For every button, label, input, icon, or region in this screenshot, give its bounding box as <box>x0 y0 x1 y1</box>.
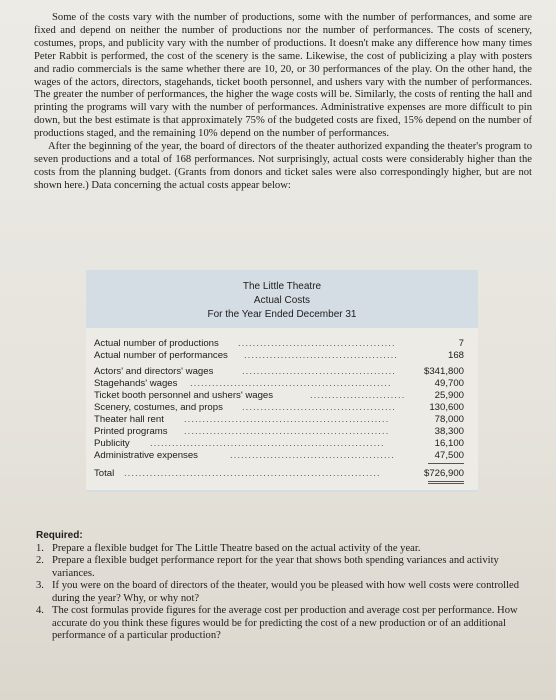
item-text: The cost formulas provide figures for the average cost per production and average cost per performance. How accurate do you think these figures would be for predicting the cost of a new production or of an additional performance of a particular production? <box>52 605 518 641</box>
required-title: Required: <box>36 530 83 541</box>
body-text <box>34 12 532 193</box>
row-label: Total <box>94 468 115 479</box>
dot-leader: ...................................................................... <box>124 468 381 479</box>
row-value: 47,500 <box>434 450 464 461</box>
row-label: Theater hall rent <box>94 414 164 425</box>
row-value: 168 <box>447 350 464 361</box>
row-printed-programs <box>94 426 470 438</box>
row-label: Printed programs <box>94 426 168 437</box>
row-label: Scenery, costumes, and props <box>94 402 223 413</box>
total-double-rule-2 <box>428 483 464 484</box>
exhibit-header <box>86 270 478 322</box>
row-publicity <box>94 438 470 450</box>
dot-leader: .......................................... <box>242 402 396 413</box>
row-label: Publicity <box>94 438 130 449</box>
paragraph-1: Some of the costs vary with the number of productions, some with the number of performances, and some are fixed and depend on neither the number of productions nor the number of performances. The costs of scenery, costumes, props, and publicity vary with the number of productions. It doesn't make any difference how many times Peter Rabbit is performed, the cost of the scenery is the same. Likewise, the cost of publicizing a play with posters and radio commercials is the same whether there are 10, 20, or 30 performances of the play. On the other hand, the wages of the actors, directors, stagehands, ticket booth personnel, and ushers vary with the number of performances. The greater the number of performances, the higher the wage costs will be. Similarly, the costs of renting the hall and printing the programs will vary with the number of performances. Administrative expenses are more difficult to pin down, but the best estimate is that approximately 75% of the budgeted costs are fixed, 15% depend on the number of productions staged, and the remaining 10% depend on the number of performances. <box>34 12 532 140</box>
row-total <box>94 468 470 480</box>
row-label: Administrative expenses <box>94 450 198 461</box>
total-rule <box>428 463 464 464</box>
row-label: Actual number of productions <box>94 338 219 349</box>
row-value: 38,300 <box>434 426 464 437</box>
row-value: $341,800 <box>423 366 464 377</box>
row-label: Ticket booth personnel and ushers' wages <box>94 390 274 401</box>
exhibit-title: The Little Theatre <box>242 281 322 292</box>
item-number: 4. <box>36 605 44 616</box>
dot-leader: ............................................. <box>230 450 395 461</box>
paragraph-2: After the beginning of the year, the board of directors of the theater authorized expanding the theater's program to seven productions and a total of 168 performances. Not surprisingly, actual costs were considerably higher than the costs from the planning budget. (Grants from donors and ticket sales were also correspondingly higher, but are not shown here.) Data concerning the actual costs appear below: <box>34 141 532 191</box>
row-value: 7 <box>458 338 464 349</box>
dot-leader: .......................................... <box>242 366 396 377</box>
row-ticket-booth-wages <box>94 390 470 402</box>
exhibit-rows <box>86 328 478 490</box>
required-section <box>36 530 536 643</box>
dot-leader: ....................................................... <box>190 378 392 389</box>
item-text: Prepare a flexible budget for The Little Theatre based on the actual activity of the year. <box>52 542 421 554</box>
total-double-rule-1 <box>428 481 464 482</box>
row-label: Actors' and directors' wages <box>94 366 214 377</box>
row-value: $726,900 <box>423 468 464 479</box>
required-item-4 <box>36 605 536 643</box>
row-label: Stagehands' wages <box>94 378 178 389</box>
item-number: 1. <box>36 542 44 554</box>
exhibit-period: For the Year Ended December 31 <box>207 309 357 320</box>
row-value: 49,700 <box>434 378 464 389</box>
item-number: 2. <box>36 555 44 566</box>
row-actors-wages <box>94 366 470 378</box>
row-administrative <box>94 450 470 462</box>
row-productions <box>94 338 470 350</box>
dot-leader: ........................................................ <box>184 426 390 437</box>
dot-leader: ................................................................ <box>150 438 385 449</box>
item-text: If you were on the board of directors of the theater, would you be pleased with how well costs were controlled during the year? Why, or why not? <box>52 580 520 604</box>
required-item-3 <box>36 580 536 605</box>
required-item-1 <box>36 543 536 556</box>
row-label: Actual number of performances <box>94 350 228 361</box>
required-item-2 <box>36 555 536 580</box>
row-stagehands-wages <box>94 378 470 390</box>
dot-leader: .......................... <box>310 390 406 401</box>
item-text: Prepare a flexible budget performance report for the year that shows both spending variances and activity variances. <box>52 555 499 579</box>
row-scenery <box>94 402 470 414</box>
dot-leader: .......................................... <box>244 350 398 361</box>
row-performances <box>94 350 470 362</box>
row-hall-rent <box>94 414 470 426</box>
row-value: 130,600 <box>429 402 464 413</box>
actual-costs-exhibit <box>86 270 478 492</box>
row-value: 16,100 <box>434 438 464 449</box>
row-value: 78,000 <box>434 414 464 425</box>
dot-leader: ........................................... <box>238 338 396 349</box>
exhibit-subtitle: Actual Costs <box>253 295 311 306</box>
dot-leader: ........................................................ <box>184 414 390 425</box>
item-number: 3. <box>36 580 44 591</box>
row-value: 25,900 <box>434 390 464 401</box>
